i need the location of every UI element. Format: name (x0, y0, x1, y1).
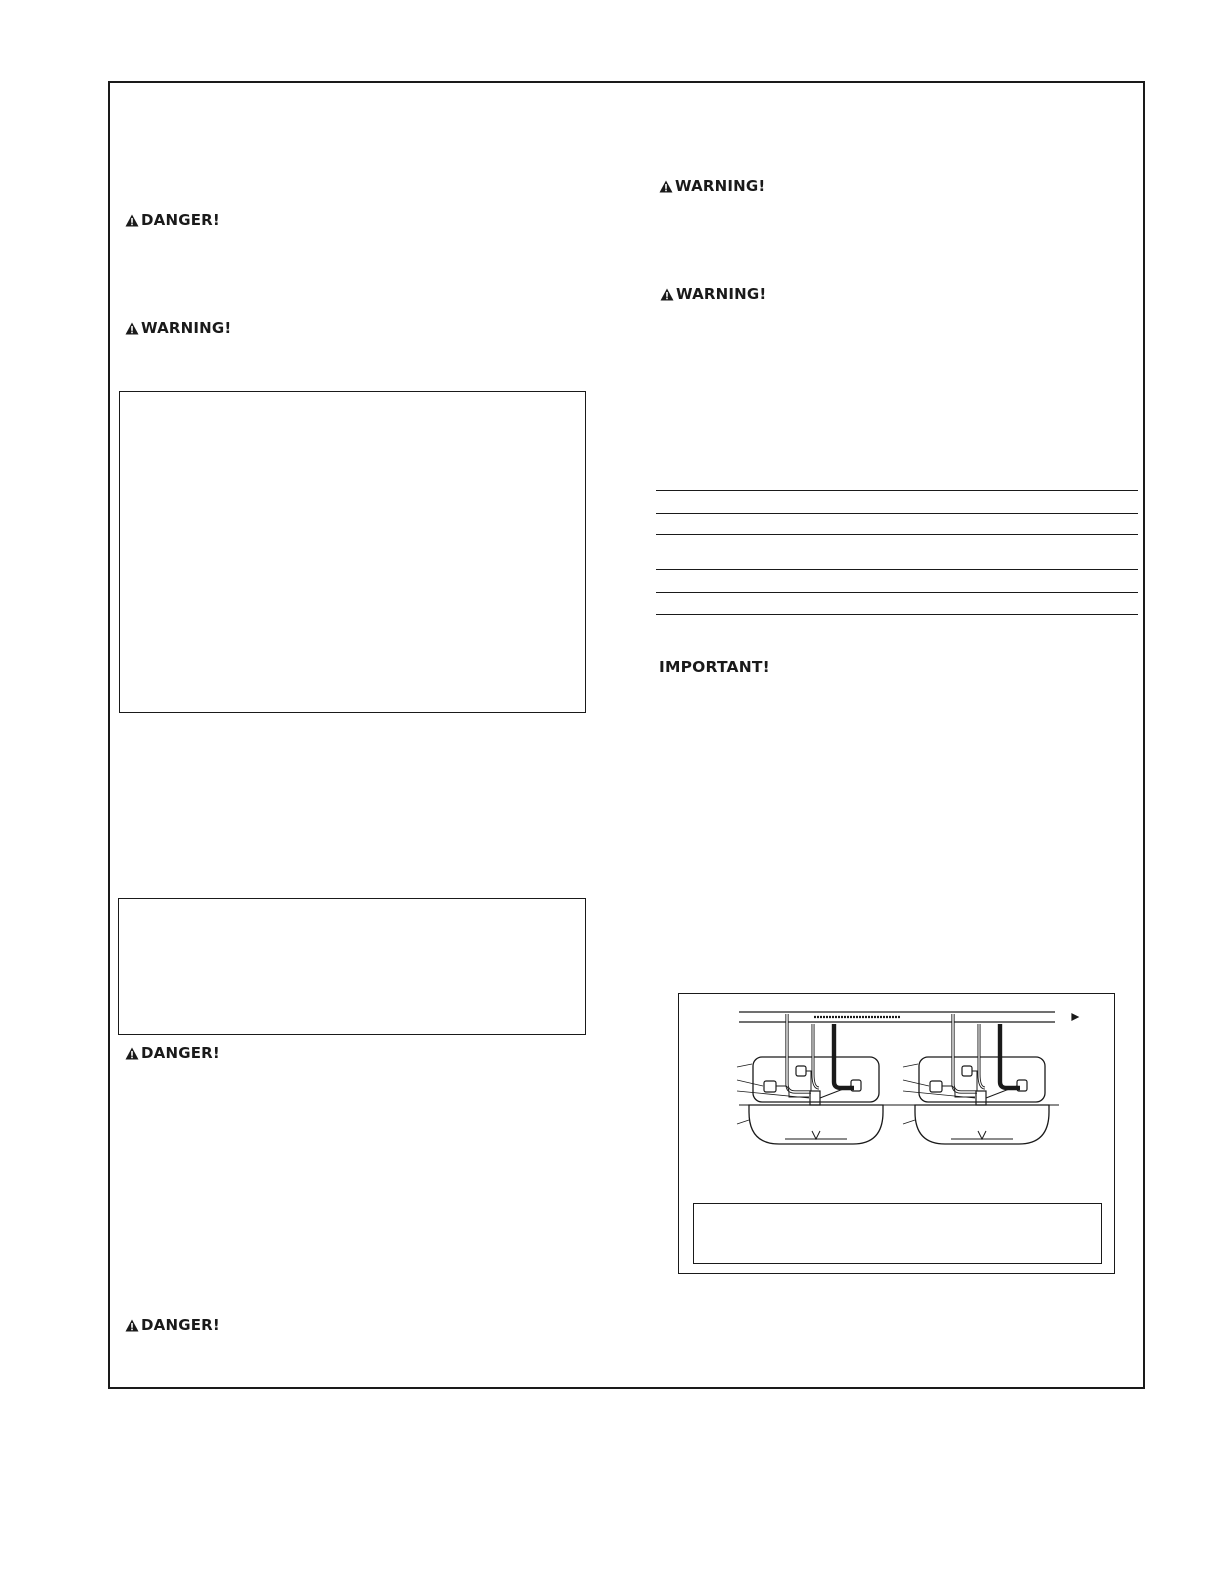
notice-box-small (118, 898, 586, 1035)
opener-unit-left (737, 1014, 883, 1144)
wire-nut (796, 1066, 806, 1076)
warning-label-text: WARNING! (675, 177, 766, 195)
leader-line (737, 1120, 749, 1124)
leader-line (903, 1064, 918, 1067)
lead (806, 1071, 811, 1091)
wire-nut (962, 1066, 972, 1076)
warning-triangle-icon (125, 214, 139, 227)
cover-notch (812, 1131, 820, 1139)
wire-nut (930, 1081, 942, 1092)
cover-notch (978, 1131, 986, 1139)
wire-nut (764, 1081, 776, 1092)
table-rule (656, 592, 1138, 593)
arrow-icon (1072, 1014, 1078, 1020)
wire-white-core (953, 1014, 977, 1092)
danger-label-2 (125, 1046, 220, 1061)
danger-label-text: DANGER! (141, 1044, 220, 1062)
warning-triangle-icon (125, 322, 139, 335)
figure-caption-box (693, 1203, 1102, 1264)
warning-triangle-icon (125, 1319, 139, 1332)
leader-line (903, 1080, 929, 1086)
important-label-text: IMPORTANT! (659, 658, 770, 676)
wire-neutral (979, 1024, 985, 1088)
notice-box-large (119, 391, 586, 713)
warning-label-3 (660, 287, 766, 302)
wire-white-core (787, 1014, 811, 1092)
important-label (659, 660, 770, 676)
table-rule (656, 534, 1138, 535)
motor-housing (753, 1057, 879, 1102)
warning-triangle-icon (659, 180, 673, 193)
leader-line (903, 1120, 915, 1124)
wiring-figure (678, 993, 1115, 1274)
warning-label-text: WARNING! (676, 285, 767, 303)
table-rule (656, 513, 1138, 514)
table-rule (656, 569, 1138, 570)
leader-line (737, 1064, 752, 1067)
leader-line (737, 1080, 763, 1086)
terminal-block (976, 1091, 986, 1105)
lead (972, 1071, 977, 1091)
opener-unit-right (903, 1014, 1049, 1144)
danger-label-text: DANGER! (141, 1316, 220, 1334)
warning-triangle-icon (660, 288, 674, 301)
wire-black (1000, 1024, 1020, 1088)
warning-triangle-icon (125, 1047, 139, 1060)
wire-white (953, 1014, 977, 1092)
wire-white (787, 1014, 811, 1092)
wire-neutral (813, 1024, 819, 1088)
warning-label-1 (125, 321, 231, 336)
warning-label-text: WARNING! (141, 319, 232, 337)
table-rule (656, 614, 1138, 615)
wire-black (834, 1024, 854, 1088)
motor-housing (919, 1057, 1045, 1102)
danger-label-text: DANGER! (141, 211, 220, 229)
warning-label-2 (659, 179, 765, 194)
table-rule (656, 490, 1138, 491)
terminal-block (810, 1091, 820, 1105)
danger-label-3 (125, 1318, 220, 1333)
danger-label-1 (125, 213, 220, 228)
